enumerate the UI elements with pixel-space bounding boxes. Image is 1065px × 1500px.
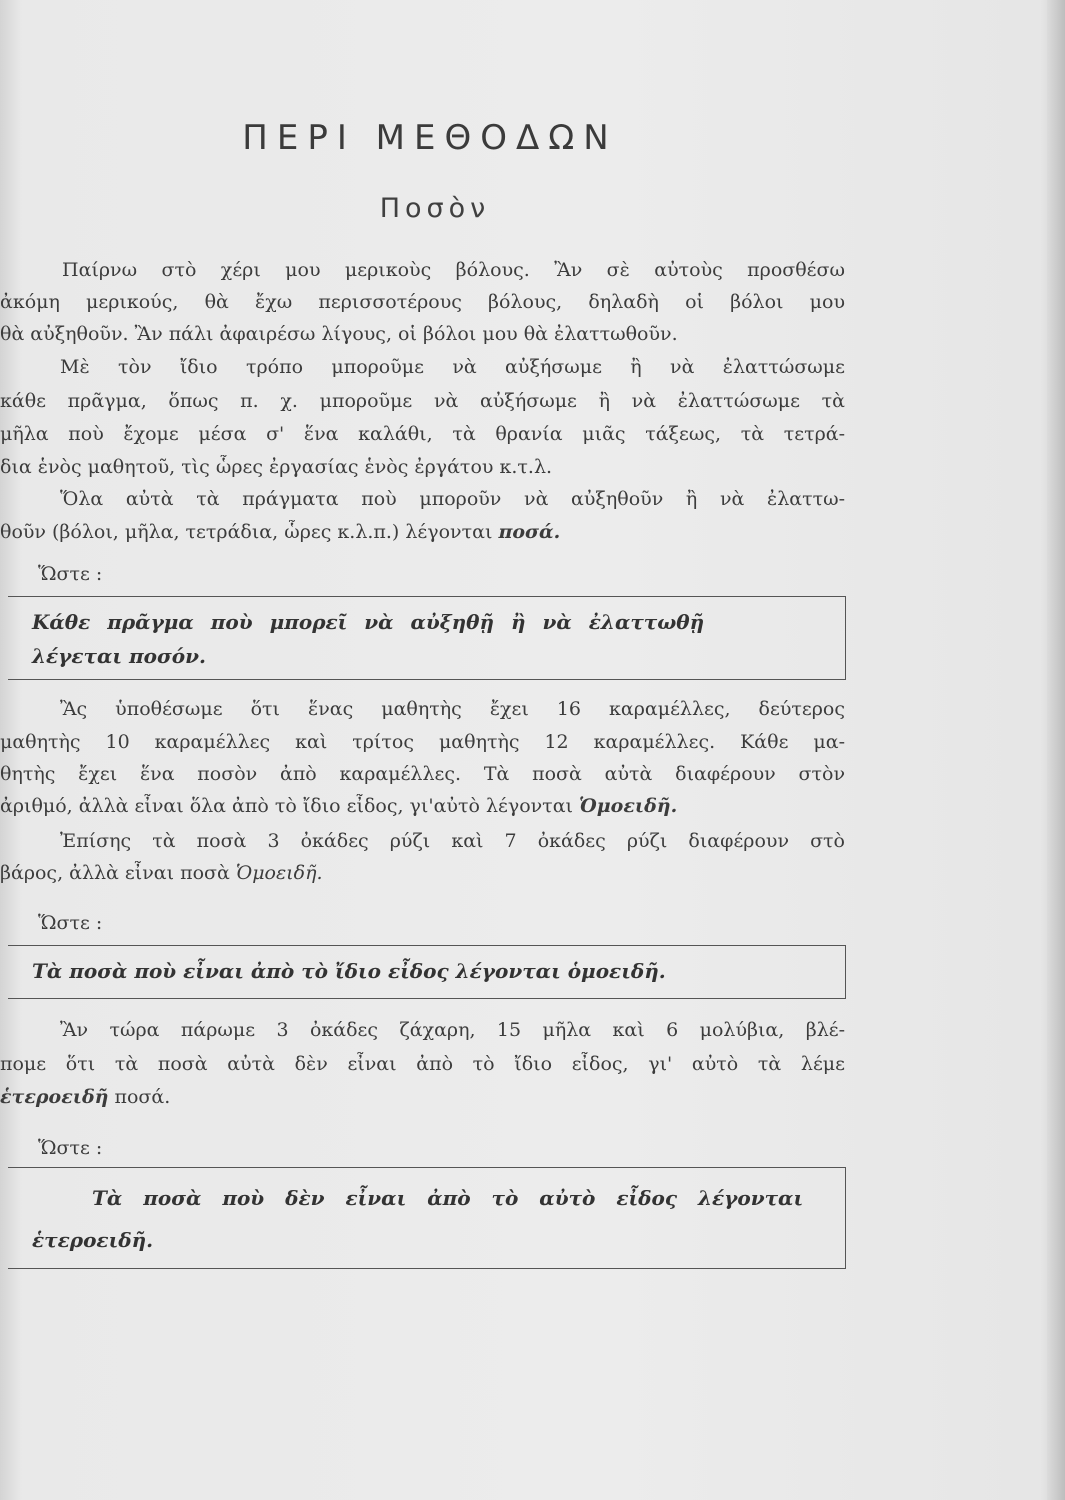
text-line: Ἂν τώρα πάρωμε 3 ὀκάδες ζάχαρη, 15 μῆλα καὶ 6 μολύβια, βλέ- [60, 1019, 845, 1041]
page-title: ΠΕΡΙ ΜΕΘΟΔΩΝ [242, 118, 618, 158]
text-line: μῆλα ποὺ ἔχομε μέσα σ' ἕνα καλάθι, τὰ θρανία μιᾶς τάξεως, τὰ τετρά- [0, 423, 845, 445]
definition-text: λέγεται ποσόν. [32, 644, 206, 668]
text-line [0, 520, 720, 544]
text-line: δια ἑνὸς μαθητοῦ, τὶς ὧρες ἐργασίας ἑνὸς ἐργάτου κ.τ.λ. [0, 456, 553, 478]
term-homoeide: Ὁμοειδῆ. [235, 862, 323, 884]
text-span: βάρος, ἀλλὰ εἶναι ποσὰ [0, 862, 230, 884]
text-line: Παίρνω στὸ χέρι μου μερικοὺς βόλους. Ἂν σὲ αὐτοὺς προσθέσω [62, 259, 845, 281]
section-title: Ποσὸν [379, 193, 491, 224]
text-line [0, 794, 845, 818]
text-line: ἀκόμη μερικούς, θὰ ἔχω περισσοτέρους βόλους, δηλαδὴ οἱ βόλοι μου [0, 291, 845, 313]
text-line: πομε ὅτι τὰ ποσὰ αὐτὰ δὲν εἶναι ἀπὸ τὸ ἴδιο εἶδος, γι' αὐτὸ τὰ λέμε [0, 1053, 845, 1075]
text-line: μαθητὴς 10 καραμέλλες καὶ τρίτος μαθητὴς 12 καραμέλλες. Κάθε μα- [0, 731, 845, 753]
text-line: κάθε πρᾶγμα, ὅπως π. χ. μποροῦμε νὰ αὐξήσωμε ἢ νὰ ἐλαττώσωμε τὰ [0, 390, 845, 412]
definition-text: Κάθε πρᾶγμα ποὺ μπορεῖ νὰ αὐξηθῇ ἢ νὰ ἐλαττωθῇ [32, 610, 705, 634]
term-heteroeide: ἑτεροειδῆ [0, 1086, 109, 1108]
term-posa: ποσά. [498, 521, 561, 543]
text-span: ἀριθμό, ἀλλὰ εἶναι ὅλα ἀπὸ τὸ ἴδιο εἶδος, γι'αὐτὸ λέγονται [0, 795, 573, 817]
definition-text: Τὰ ποσὰ ποὺ δὲν εἶναι ἀπὸ τὸ αὐτὸ εἶδος λέγονται [92, 1186, 804, 1210]
text-line: Μὲ τὸν ἴδιο τρόπο μποροῦμε νὰ αὐξήσωμε ἢ νὰ ἐλαττώσωμε [60, 356, 845, 378]
text-line: θητὴς ἔχει ἕνα ποσὸν ἀπὸ καραμέλλες. Τὰ ποσὰ αὐτὰ διαφέρουν στὸν [0, 763, 845, 785]
text-span: ποσά. [114, 1086, 171, 1108]
text-line: Ὅλα αὐτὰ τὰ πράγματα ποὺ μποροῦν νὰ αὐξηθοῦν ἢ νὰ ἐλαττω- [60, 488, 845, 510]
definition-text: ἑτεροειδῆ. [32, 1228, 154, 1252]
page-edge [1047, 0, 1065, 1500]
text-line: Ἐπίσης τὰ ποσὰ 3 ὀκάδες ρύζι καὶ 7 ὀκάδες ρύζι διαφέρουν στὸ [60, 830, 845, 852]
definition-box [8, 1167, 846, 1269]
text-line [0, 1085, 845, 1109]
text-line [0, 861, 845, 885]
hoste-label: Ὥστε : [38, 563, 103, 585]
text-line: Ἂς ὑποθέσωμε ὅτι ἕνας μαθητὴς ἔχει 16 καραμέλλες, δεύτερος [60, 698, 845, 720]
definition-text: Τὰ ποσὰ ποὺ εἶναι ἀπὸ τὸ ἴδιο εἶδος λέγονται ὁμοειδῆ. [32, 959, 666, 983]
term-homoeide: Ὁμοειδῆ. [579, 795, 678, 817]
text-line: θὰ αὐξηθοῦν. Ἂν πάλι ἀφαιρέσω λίγους, οἱ βόλοι μου θὰ ἐλαττωθοῦν. [0, 323, 678, 345]
hoste-label: Ὥστε : [38, 1137, 103, 1159]
hoste-label: Ὥστε : [38, 912, 103, 934]
text-span: θοῦν (βόλοι, μῆλα, τετράδια, ὧρες κ.λ.π.) λέγονται [0, 521, 493, 543]
